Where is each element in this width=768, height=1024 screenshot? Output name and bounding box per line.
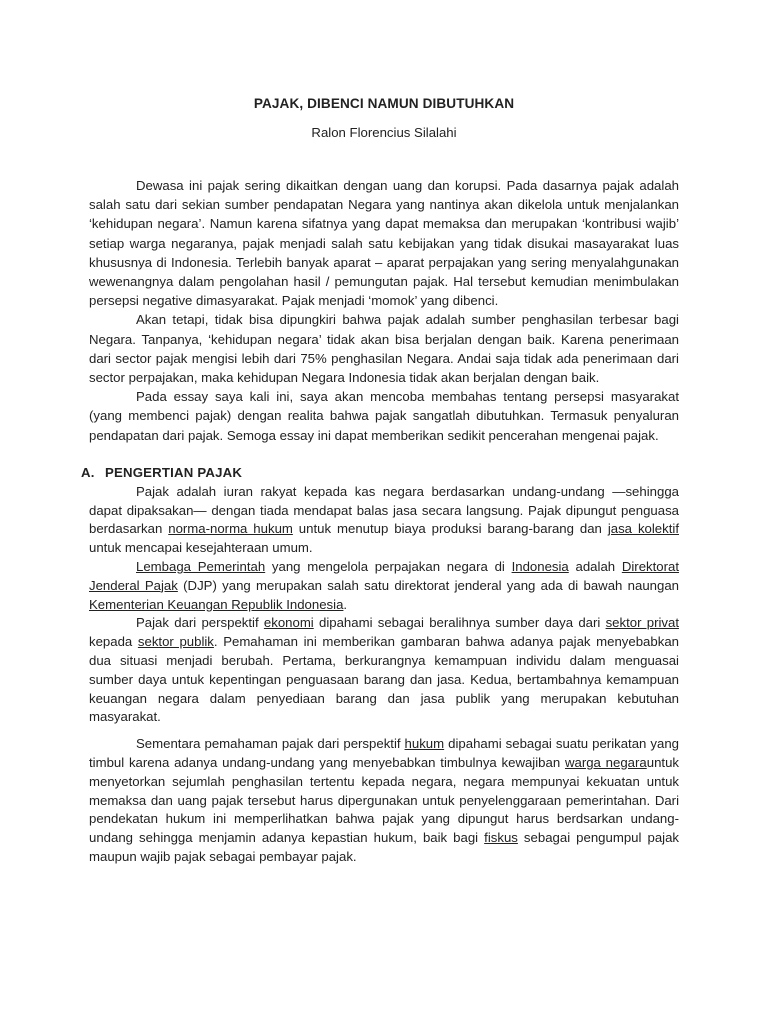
paragraph-text: untuk menyetorkan sejumlah penghasilan tertentu kepada negara, negara mempunyai kekuatan untuk memaksa dan uang pajak tersebut harus dipergunakan untuk penyelenggaraan pemerintahan. Dari pendekatan hukum ini memperlihatkan bahwa pajak yang dipungut harus berdsarkan undang-undang sehingga menjamin adanya kepastian hukum, baik bagi — [89, 755, 679, 846]
paragraph-text: dipahami sebagai beralihnya sumber daya dari — [313, 615, 606, 631]
paragraph-text: sebagai pengumpul pajak maupun wajib pajak sebagai pembayar pajak. — [89, 830, 680, 864]
link-fiskus[interactable]: fiskus — [484, 830, 518, 846]
paragraph-text: . Pemahaman ini memberikan gambaran bahwa adanya pajak menyebabkan dua situasi menjadi berubah. Pertama, berkurangnya kemampuan individu dalam menguasai sumber daya untuk kepentingan penguasaan barang dan jasa. Kedua, bertambahnya kemampuan keuangan negara dalam penyediaan barang dan jasa publik yang merupakan kebutuhan masyarakat. — [89, 634, 679, 725]
link-direktorat-jenderal-pajak[interactable]: Direktorat Jenderal Pajak — [89, 559, 680, 593]
section-heading — [81, 463, 679, 483]
intro-section — [89, 176, 679, 445]
document-title: PAJAK, DIBENCI NAMUN DIBUTUHKAN — [253, 96, 515, 111]
section-a — [81, 463, 680, 867]
link-indonesia[interactable]: Indonesia — [511, 559, 569, 575]
section-a-paragraph-3 — [89, 614, 679, 727]
section-a-paragraph-2 — [89, 558, 679, 614]
paragraph-text: untuk menutup biaya produksi barang-barang dan — [292, 521, 608, 537]
paragraph-text: Sementara pemahaman pajak dari perspektif — [136, 736, 405, 752]
link-kementerian-keuangan[interactable]: Kementerian Keuangan Republik Indonesia — [89, 596, 344, 612]
link-jasa-kolektif[interactable]: jasa kolektif — [607, 521, 679, 537]
link-sektor-privat[interactable]: sektor privat — [605, 615, 679, 631]
intro-paragraph-3: Pada essay saya kali ini, saya akan mencoba membahas tentang persepsi masyarakat (yang membenci pajak) dengan realita bahwa pajak sangatlah dibutuhkan. Termasuk penyaluran pendapatan dari pajak. Semoga essay ini dapat memberikan sedikit pencerahan mengenai pajak. — [89, 389, 679, 443]
section-a-paragraph-1 — [89, 483, 679, 558]
paragraph-text: Pajak adalah iuran rakyat kepada kas negara berdasarkan undang-undang —sehingga dapat dipaksakan— dengan tiada mendapat balas jasa secara langsung. Pajak dipungut penguasa berdasarkan — [89, 483, 679, 537]
document-author: Ralon Florencius Silalahi — [311, 125, 457, 140]
paragraph-text: dipahami sebagai suatu perikatan yang timbul karena adanya undang-undang yang menyebabkan timbulnya kewajiban — [89, 736, 679, 770]
paragraph-text: Pajak dari perspektif — [136, 615, 264, 631]
link-warga-negara[interactable]: warga negara — [564, 755, 647, 770]
intro-paragraph-1: Dewasa ini pajak sering dikaitkan dengan uang dan korupsi. Pada dasarnya pajak adalah salah satu dari sekian sumber pendapatan Negara yang nantinya akan dikelola untuk menjalankan ‘kehidupan negara’. Namun karena sifatnya yang dapat memaksa dan merupakan ‘kontribusi wajib’ setiap warga negaranya, pajak menjadi salah satu kebijakan yang tidak disukai masayarakat luas khususnya di Indonesia. Terlebih banyak aparat – aparat perpajakan yang sering menyalahgunakan wewenangnya dalam pengolahan hasil / pemungutan pajak. Hal tersebut kemudian menimbulakan persepsi negative dimasyarakat. Pajak menjadi ‘momok’ yang dibenci. — [89, 178, 679, 309]
section-heading-text: PENGERTIAN PAJAK — [105, 464, 243, 480]
paragraph-text: yang mengelola perpajakan negara di — [265, 559, 512, 575]
link-sektor-publik[interactable]: sektor publik — [137, 634, 214, 650]
paragraph-text: . — [343, 596, 348, 612]
link-norma-norma-hukum[interactable]: norma-norma hukum — [168, 521, 293, 537]
paragraph-text: adalah — [568, 559, 622, 575]
intro-paragraph-2: Akan tetapi, tidak bisa dipungkiri bahwa pajak adalah sumber penghasilan terbesar bagi Negara. Tanpanya, ‘kehidupan negara’ tidak akan bisa berjalan dengan baik. Karena penerimaan dari sector pajak mengisi lebih dari 75% penghasilan Negara. Andai saja tidak ada penerimaan dari sector perpajakan, maka kehidupan Negara Indonesia tidak akan berjalan dengan baik. — [89, 312, 679, 386]
link-ekonomi[interactable]: ekonomi — [263, 615, 314, 631]
section-number: A. — [81, 464, 95, 480]
link-hukum[interactable]: hukum — [404, 736, 445, 752]
link-lembaga-pemerintah[interactable]: Lembaga Pemerintah — [136, 559, 266, 575]
paragraph-text: (DJP) yang merupakan salah satu direktorat jenderal yang ada di bawah naungan — [177, 577, 679, 593]
paragraph-text: kepada — [89, 634, 138, 650]
paragraph-text: untuk mencapai kesejahteraan umum. — [89, 540, 313, 556]
section-a-paragraph-4 — [89, 735, 679, 867]
